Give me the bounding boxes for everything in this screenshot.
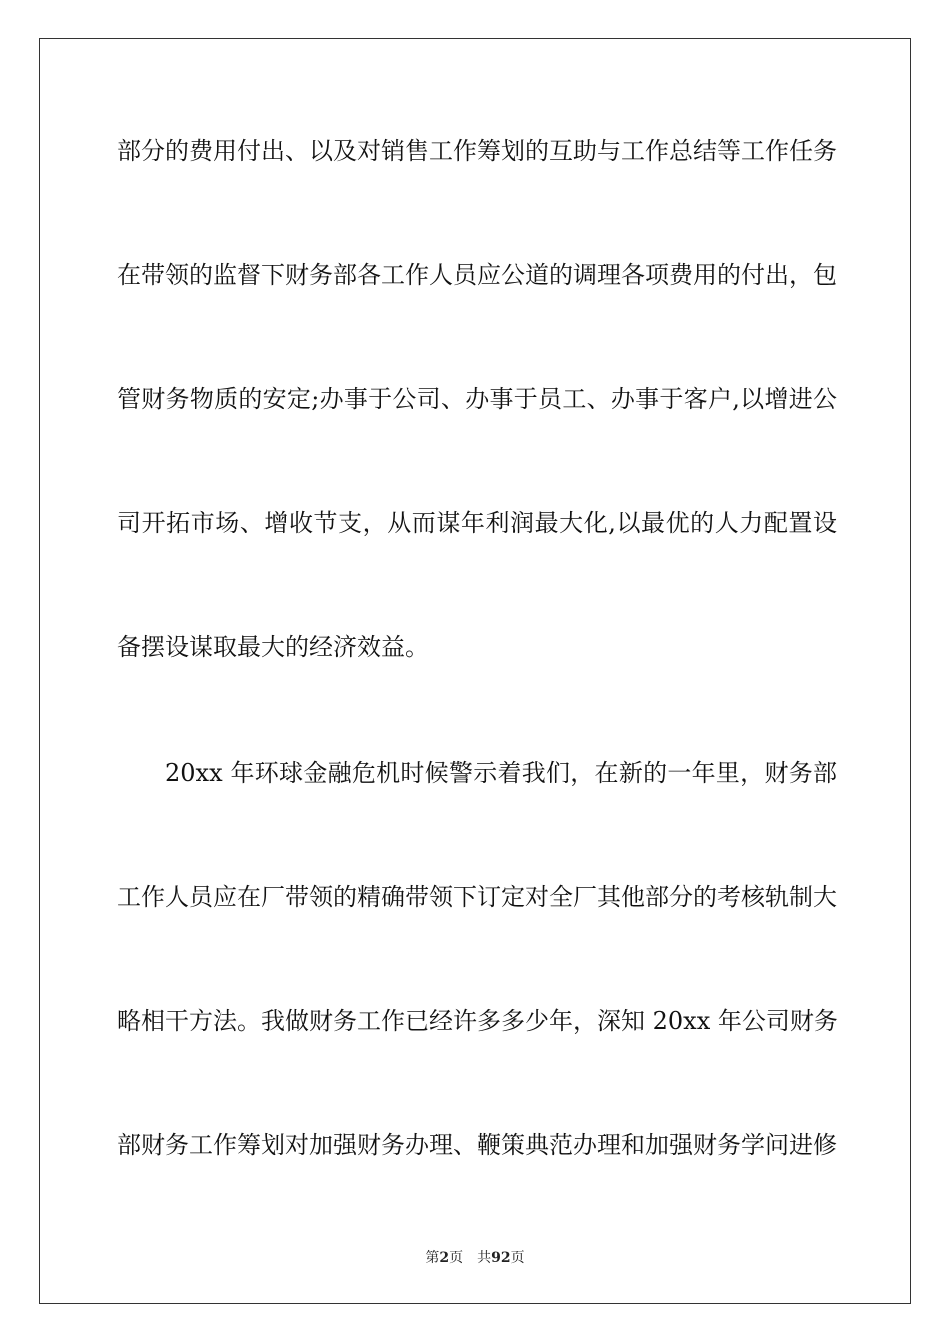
page-footer — [0, 1247, 950, 1267]
body-text-line: 略相干方法。我做财务工作已经许多多少年，深知 20xx 年公司财务 — [117, 1007, 838, 1035]
page-prefix: 第 — [425, 1250, 440, 1266]
page-suffix: 页 — [449, 1250, 464, 1266]
body-text-line: 在带领的监督下财务部各工作人员应公道的调理各项费用的付出，包 — [117, 261, 837, 289]
body-text-line: 司开拓市场、增收节支，从而谋年利润最大化,以最优的人力配置设 — [117, 509, 837, 537]
body-text-line: 工作人员应在厂带领的精确带领下订定对全厂其他部分的考核轨制大 — [117, 883, 837, 911]
page-number: 2 — [439, 1250, 450, 1266]
paragraph-first-line: 20xx 年环球金融危机时候警示着我们，在新的一年里，财务部 — [165, 759, 837, 787]
total-pages: 92 — [491, 1250, 511, 1266]
body-text-line: 备摆设谋取最大的经济效益。 — [117, 633, 429, 661]
body-text-line: 部分的费用付出、以及对销售工作筹划的互助与工作总结等工作任务 — [117, 137, 837, 165]
body-text-line: 部财务工作筹划对加强财务办理、鞭策典范办理和加强财务学问进修 — [117, 1131, 837, 1159]
total-prefix: 共 — [477, 1250, 492, 1266]
body-text-line: 管财务物质的安定;办事于公司、办事于员工、办事于客户,以增进公 — [117, 385, 837, 413]
total-suffix: 页 — [510, 1250, 525, 1266]
page-border — [39, 38, 911, 1304]
